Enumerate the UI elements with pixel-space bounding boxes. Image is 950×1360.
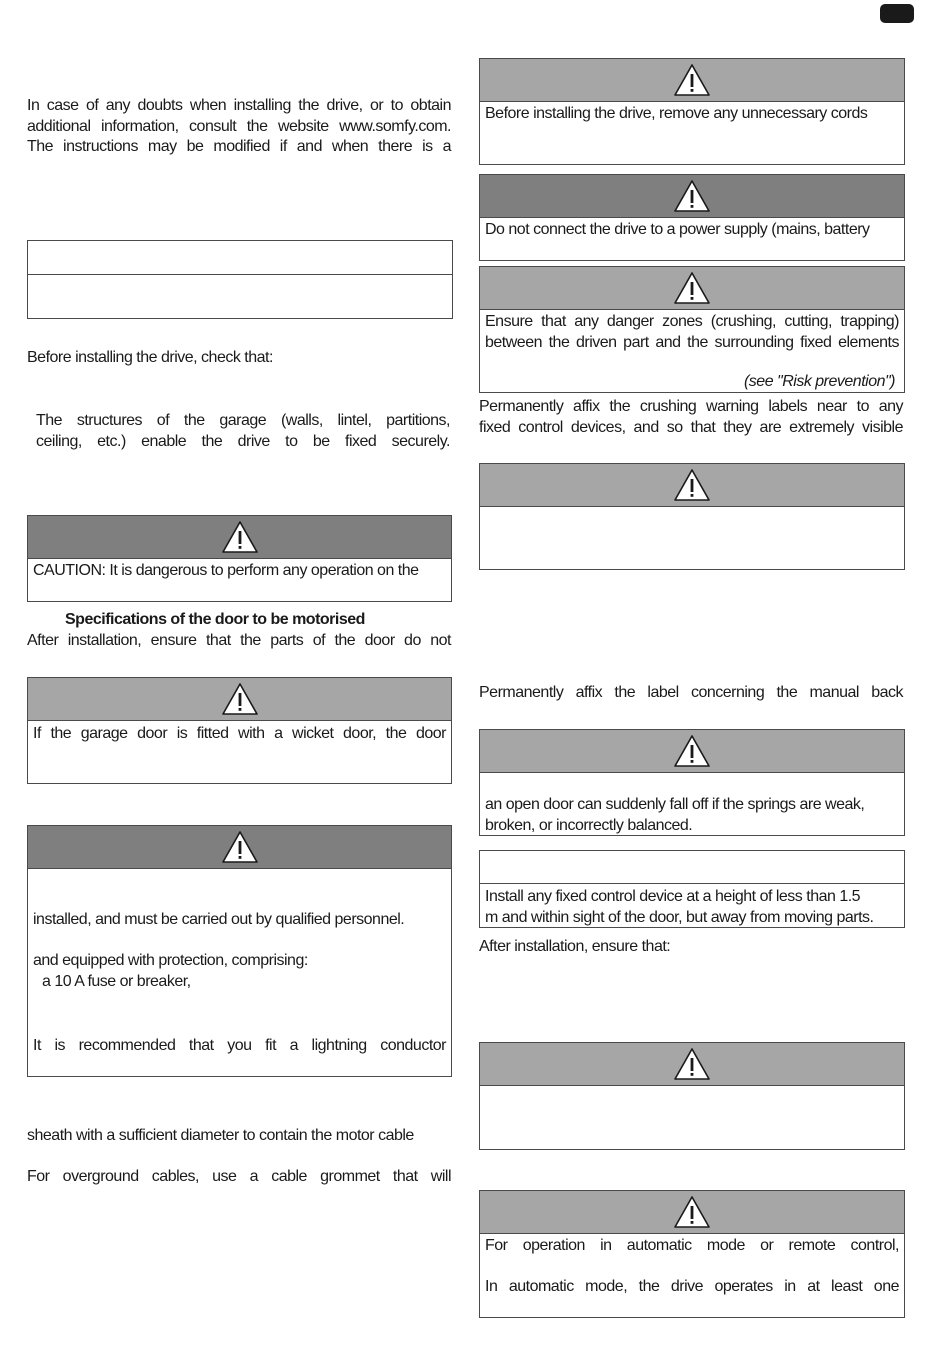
door-spec-heading: Specifications of the door to be motorised	[65, 611, 365, 628]
warning-header	[480, 1043, 904, 1086]
cords-warning-box	[479, 58, 905, 165]
power-warning-box	[479, 174, 905, 261]
warning-triangle-icon	[673, 271, 711, 305]
empty-warning-box	[479, 463, 905, 570]
warning-triangle-icon	[673, 1195, 711, 1229]
warning-triangle-icon	[673, 468, 711, 502]
overground-text: For overground cables, use a cable grommet that will	[27, 1168, 451, 1185]
warning-triangle-icon	[221, 520, 259, 554]
automatic-line-1: For operation in automatic mode or remote control,	[485, 1237, 899, 1254]
electrical-line-3: a 10 A fuse or breaker,	[42, 973, 191, 990]
danger-zones-warning-box	[479, 266, 905, 393]
danger-line-2: between the driven part and the surrounding fixed elements	[485, 333, 899, 351]
warning-triangle-icon	[673, 734, 711, 768]
manual-label-text: Permanently affix the label concerning the manual back	[479, 684, 903, 701]
intro-line-3: The instructions may be modified if and when there is a	[27, 138, 451, 155]
springs-line-2: broken, or incorrectly balanced.	[485, 816, 693, 834]
warning-header	[480, 59, 904, 102]
intro-line-1: In case of any doubts when installing the drive, or to obtain	[27, 97, 451, 114]
control-line-2: m and within sight of the door, but away from moving parts.	[485, 908, 874, 926]
control-box-divider	[480, 883, 904, 884]
cords-text: Before installing the drive, remove any unnecessary cords	[485, 105, 868, 122]
info-box-divider	[28, 274, 452, 275]
warning-header	[480, 464, 904, 507]
page-language-tab	[880, 4, 914, 23]
control-line-1: Install any fixed control device at a height of less than 1.5	[485, 888, 861, 905]
warning-triangle-icon	[673, 63, 711, 97]
wicket-text: If the garage door is fitted with a wicket door, the door	[33, 725, 446, 742]
springs-warning-box	[479, 729, 905, 836]
power-text: Do not connect the drive to a power supply (mains, battery	[485, 221, 870, 238]
labels-line-1: Permanently affix the crushing warning labels near to any	[479, 398, 903, 415]
labels-line-2: fixed control devices, and so that they are extremely visible	[479, 418, 903, 436]
warning-triangle-icon	[221, 830, 259, 864]
structures-line-2: ceiling, etc.) enable the drive to be fixed securely.	[36, 432, 450, 450]
empty-info-box	[27, 240, 453, 319]
warning-header	[28, 826, 451, 869]
warning-header	[28, 678, 451, 721]
empty-warning-box-2	[479, 1042, 905, 1150]
warning-header	[28, 516, 451, 559]
structures-line-1: The structures of the garage (walls, lintel, partitions,	[36, 412, 450, 429]
control-device-box	[479, 850, 905, 928]
check-intro: Before installing the drive, check that:	[27, 349, 273, 366]
after-install-text: After installation, ensure that:	[479, 938, 671, 955]
automatic-mode-warning-box	[479, 1190, 905, 1318]
caution-text: CAUTION: It is dangerous to perform any operation on the	[33, 562, 419, 579]
warning-header	[480, 175, 904, 218]
intro-line-2: additional information, consult the website www.somfy.com.	[27, 117, 451, 135]
risk-prevention-note: (see "Risk prevention")	[743, 373, 895, 390]
warning-triangle-icon	[221, 682, 259, 716]
warning-header	[480, 730, 904, 773]
electrical-line-2: and equipped with protection, comprising:	[33, 952, 308, 969]
electrical-line-1: installed, and must be carried out by qualified personnel.	[33, 911, 405, 928]
wicket-door-warning-box	[27, 677, 452, 784]
warning-header	[480, 1191, 904, 1234]
electrical-warning-box	[27, 825, 452, 1077]
springs-line-1: an open door can suddenly fall off if the springs are weak,	[485, 796, 865, 813]
warning-triangle-icon	[673, 179, 711, 213]
door-spec-text: After installation, ensure that the parts of the door do not	[27, 632, 451, 649]
warning-triangle-icon	[673, 1047, 711, 1081]
sheath-text: sheath with a sufficient diameter to contain the motor cable	[27, 1127, 414, 1144]
danger-line-1: Ensure that any danger zones (crushing, cutting, trapping)	[485, 313, 899, 330]
electrical-line-4: It is recommended that you fit a lightning conductor	[33, 1037, 446, 1054]
warning-header	[480, 267, 904, 310]
caution-warning-box	[27, 515, 452, 602]
automatic-line-2: In automatic mode, the drive operates in at least one	[485, 1278, 899, 1295]
